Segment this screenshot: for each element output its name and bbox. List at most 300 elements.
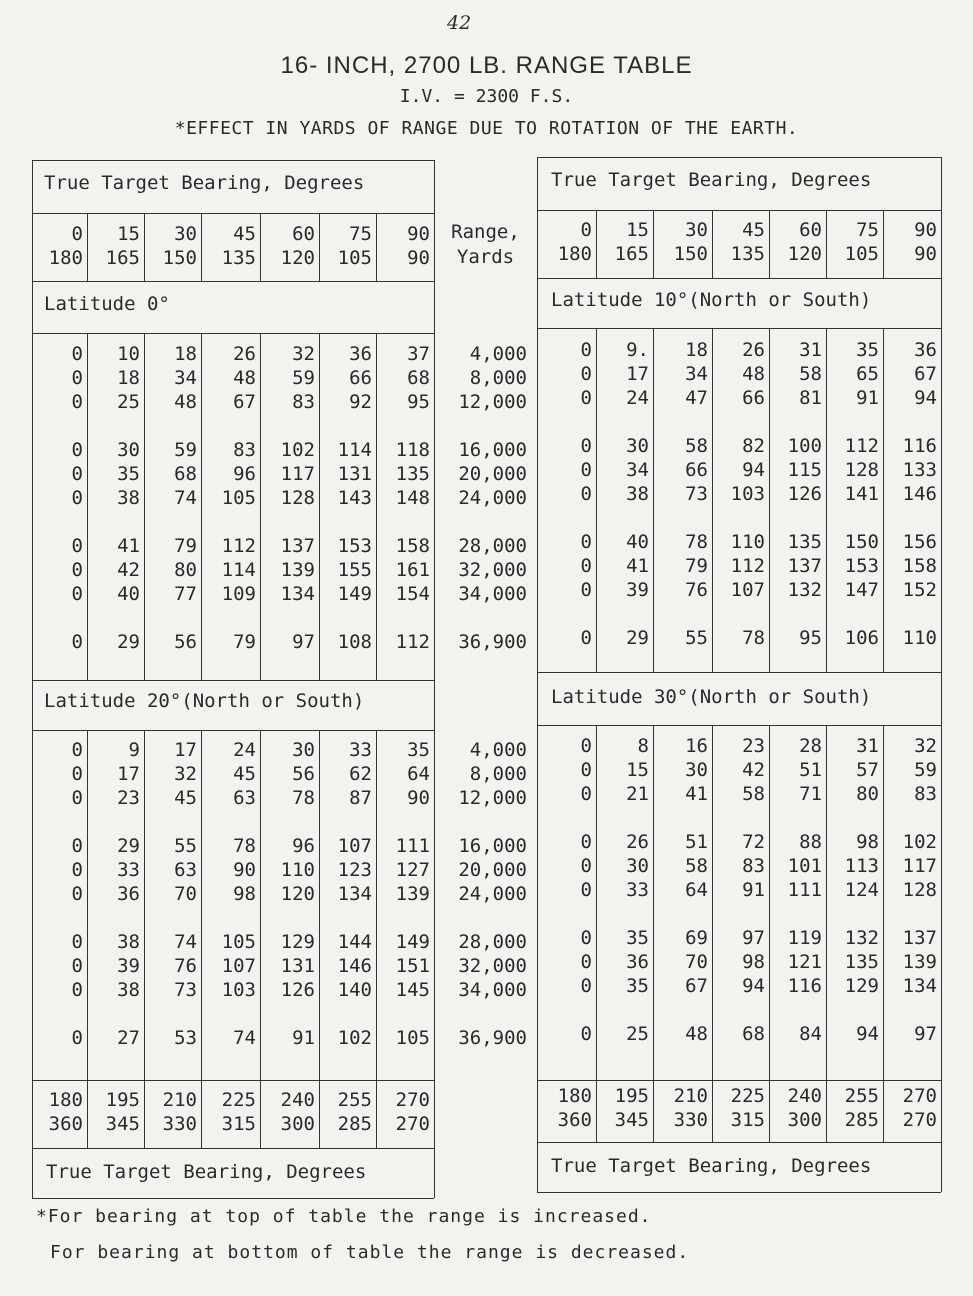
bearing-value-bottom-left: 240 [280,1089,315,1111]
lat20-cell: 0 [71,955,83,977]
lat20-cell: 35 [407,739,430,761]
lat0-cell: 77 [174,583,197,605]
bearing-value-top-left: 75 [349,223,372,245]
lat30-cell: 48 [685,1023,708,1045]
lat0-cell: 0 [71,463,83,485]
lat20-cell: 36 [117,883,140,905]
lat10-cell: 34 [626,459,649,481]
lat30-cell: 116 [787,975,822,997]
lat30-cell: 26 [626,831,649,853]
lat30-cell: 51 [685,831,708,853]
lat0-cell: 32 [292,343,315,365]
lat30-cell: 70 [685,951,708,973]
lat30-cell: 111 [787,879,822,901]
lat0-cell: 0 [71,559,83,581]
page-number: 42 [447,12,472,34]
lat0-cell: 79 [233,631,256,653]
lat30-cell: 0 [580,1023,592,1045]
lat10-cell: 95 [799,627,822,649]
lat0-cell: 37 [407,343,430,365]
lat20-cell: 140 [337,979,372,1001]
grid-line [32,680,434,681]
lat20-cell: 56 [292,763,315,785]
lat0-cell: 83 [233,439,256,461]
range-value-upper: 4,000 [469,343,527,365]
bearing-value-bottom-right: 345 [614,1109,649,1131]
lat30-cell: 98 [856,831,879,853]
lat0-cell: 97 [292,631,315,653]
lat10-cell: 76 [685,579,708,601]
lat10-cell: 112 [844,435,879,457]
lat20-cell: 0 [71,1027,83,1049]
lat0-cell: 0 [71,343,83,365]
bearing-value-bottom-right: 270 [902,1109,937,1131]
lat10-cell: 0 [580,363,592,385]
lat0-cell: 128 [280,487,315,509]
latitude-10-label: Latitude 10°(North or South) [551,289,872,311]
bearing-value-top-left: 60 [292,223,315,245]
lat0-cell: 56 [174,631,197,653]
bearing-value-top-right: 45 [742,219,765,241]
lat10-cell: 29 [626,627,649,649]
lat30-cell: 28 [799,735,822,757]
lat30-cell: 137 [902,927,937,949]
bearing-value-bottom-right: 330 [673,1109,708,1131]
lat20-cell: 33 [349,739,372,761]
lat20-cell: 38 [117,979,140,1001]
bearing-value-top-right: 75 [856,219,879,241]
lat10-cell: 31 [799,339,822,361]
lat10-cell: 152 [902,579,937,601]
lat20-cell: 30 [292,739,315,761]
lat20-cell: 0 [71,883,83,905]
lat30-cell: 94 [742,975,765,997]
lat20-cell: 29 [117,835,140,857]
lat10-cell: 135 [787,531,822,553]
lat10-cell: 24 [626,387,649,409]
bearing-value-bottom-left: 270 [395,1113,430,1135]
bearing-value-bottom-right: 300 [787,1109,822,1131]
lat0-cell: 155 [337,559,372,581]
lat10-cell: 110 [730,531,765,553]
lat10-cell: 66 [742,387,765,409]
range-value-upper: 24,000 [458,487,527,509]
lat10-cell: 94 [742,459,765,481]
bearing-value-bottom-left: 330 [162,1113,197,1135]
lat0-cell: 26 [233,343,256,365]
latitude-0-label: Latitude 0° [44,293,170,315]
lat30-cell: 0 [580,879,592,901]
lat0-cell: 68 [407,367,430,389]
lat10-cell: 147 [844,579,879,601]
effect-caption: *EFFECT IN YARDS OF RANGE DUE TO ROTATION OF THE EARTH. [174,118,799,139]
lat0-cell: 41 [117,535,140,557]
lat0-cell: 143 [337,487,372,509]
grid-line [32,213,434,214]
lat0-cell: 135 [395,463,430,485]
lat20-cell: 90 [233,859,256,881]
bearing-value-bottom-left: 345 [105,1113,140,1135]
bearing-value-top-right: 15 [626,219,649,241]
lat0-cell: 74 [174,487,197,509]
bearing-value-bottom-left: 210 [162,1089,197,1111]
bearing-value-bottom-left: 225 [221,1089,256,1111]
bearing-header-bottom-right: True Target Bearing, Degrees [551,1155,872,1177]
footnote-increase: *For bearing at top of table the range is increased. [36,1206,652,1227]
lat30-cell: 88 [799,831,822,853]
bearing-value-bottom-right: 255 [844,1085,879,1107]
lat0-cell: 102 [280,439,315,461]
lat0-cell: 137 [280,535,315,557]
lat30-cell: 113 [844,855,879,877]
bearing-value-bottom-left: 255 [337,1089,372,1111]
lat0-cell: 161 [395,559,430,581]
range-value-lower: 8,000 [469,763,527,785]
lat20-cell: 0 [71,979,83,1001]
bearing-value-bottom-right: 315 [730,1109,765,1131]
grid-line [32,160,434,161]
bearing-value-top-right: 90 [914,243,937,265]
bearing-header-top-right: True Target Bearing, Degrees [551,169,872,191]
bearing-value-top-right: 105 [844,243,879,265]
lat30-cell: 124 [844,879,879,901]
lat0-cell: 0 [71,439,83,461]
bearing-value-top-left: 150 [162,247,197,269]
bearing-header-top-left: True Target Bearing, Degrees [44,172,365,194]
lat10-cell: 110 [902,627,937,649]
bearing-value-bottom-left: 285 [337,1113,372,1135]
lat0-cell: 149 [337,583,372,605]
lat30-cell: 36 [626,951,649,973]
bearing-value-top-right: 150 [673,243,708,265]
lat20-cell: 149 [395,931,430,953]
bearing-value-top-left: 135 [221,247,256,269]
bearing-value-bottom-left: 270 [395,1089,430,1111]
lat10-cell: 150 [844,531,879,553]
lat30-cell: 25 [626,1023,649,1045]
bearing-value-bottom-left: 315 [221,1113,256,1135]
lat0-cell: 66 [349,367,372,389]
range-value-lower: 20,000 [458,859,527,881]
lat30-cell: 31 [856,735,879,757]
lat0-cell: 35 [117,463,140,485]
lat20-cell: 139 [395,883,430,905]
lat0-cell: 10 [117,343,140,365]
range-yards-header: Range, Yards [451,221,520,268]
bearing-value-top-right: 165 [614,243,649,265]
grid-line [941,157,942,1192]
bearing-value-bottom-right: 210 [673,1085,708,1107]
range-value-lower: 28,000 [458,931,527,953]
lat30-cell: 33 [626,879,649,901]
bearing-value-top-right: 0 [580,219,592,241]
lat10-cell: 137 [787,555,822,577]
footnote-decrease: For bearing at bottom of table the range is decreased. [50,1242,690,1263]
lat20-cell: 39 [117,955,140,977]
lat30-cell: 119 [787,927,822,949]
lat10-cell: 38 [626,483,649,505]
lat0-cell: 153 [337,535,372,557]
lat10-cell: 30 [626,435,649,457]
lat30-cell: 80 [856,783,879,805]
lat20-cell: 32 [174,763,197,785]
lat10-cell: 0 [580,387,592,409]
lat10-cell: 103 [730,483,765,505]
grid-line [32,333,434,334]
lat30-cell: 21 [626,783,649,805]
grid-line [32,1148,434,1149]
lat10-cell: 78 [742,627,765,649]
lat20-cell: 145 [395,979,430,1001]
range-value-upper: 34,000 [458,583,527,605]
lat30-cell: 71 [799,783,822,805]
table-subtitle: I.V. = 2300 F.S. [399,86,574,107]
lat10-cell: 0 [580,579,592,601]
range-value-upper: 32,000 [458,559,527,581]
lat0-cell: 92 [349,391,372,413]
bearing-value-bottom-right: 285 [844,1109,879,1131]
lat0-cell: 40 [117,583,140,605]
lat0-cell: 105 [221,487,256,509]
lat10-cell: 106 [844,627,879,649]
lat30-cell: 57 [856,759,879,781]
lat10-cell: 79 [685,555,708,577]
range-value-upper: 20,000 [458,463,527,485]
lat0-cell: 30 [117,439,140,461]
lat20-cell: 78 [292,787,315,809]
lat30-cell: 128 [902,879,937,901]
latitude-30-label: Latitude 30°(North or South) [551,686,872,708]
lat10-cell: 67 [914,363,937,385]
lat20-cell: 107 [337,835,372,857]
lat20-cell: 9 [128,739,140,761]
lat20-cell: 45 [233,763,256,785]
lat0-cell: 112 [395,631,430,653]
lat20-cell: 0 [71,739,83,761]
lat20-cell: 110 [280,859,315,881]
lat30-cell: 83 [742,855,765,877]
lat30-cell: 15 [626,759,649,781]
bearing-value-top-right: 135 [730,243,765,265]
bearing-value-top-right: 90 [914,219,937,241]
lat0-cell: 0 [71,631,83,653]
lat10-cell: 58 [685,435,708,457]
lat0-cell: 117 [280,463,315,485]
lat10-cell: 66 [685,459,708,481]
lat10-cell: 0 [580,627,592,649]
range-value-upper: 36,900 [458,631,527,653]
lat0-cell: 0 [71,367,83,389]
lat20-cell: 74 [174,931,197,953]
bearing-value-top-left: 165 [105,247,140,269]
lat30-cell: 23 [742,735,765,757]
lat20-cell: 131 [280,955,315,977]
lat0-cell: 139 [280,559,315,581]
lat20-cell: 62 [349,763,372,785]
lat0-cell: 25 [117,391,140,413]
lat30-cell: 101 [787,855,822,877]
bearing-value-top-left: 90 [407,247,430,269]
lat30-cell: 8 [637,735,649,757]
lat30-cell: 129 [844,975,879,997]
lat20-cell: 64 [407,763,430,785]
lat0-cell: 109 [221,583,256,605]
lat20-cell: 63 [174,859,197,881]
lat10-cell: 47 [685,387,708,409]
lat10-cell: 132 [787,579,822,601]
lat10-cell: 153 [844,555,879,577]
grid-line [537,1142,941,1143]
bearing-header-bottom-left: True Target Bearing, Degrees [46,1161,367,1183]
lat30-cell: 0 [580,855,592,877]
range-value-upper: 16,000 [458,439,527,461]
lat10-cell: 17 [626,363,649,385]
lat30-cell: 0 [580,783,592,805]
lat20-cell: 146 [337,955,372,977]
range-value-lower: 4,000 [469,739,527,761]
lat30-cell: 98 [742,951,765,973]
lat10-cell: 36 [914,339,937,361]
lat20-cell: 151 [395,955,430,977]
lat10-cell: 65 [856,363,879,385]
range-value-lower: 24,000 [458,883,527,905]
lat10-cell: 82 [742,435,765,457]
lat30-cell: 0 [580,951,592,973]
lat20-cell: 74 [233,1027,256,1049]
lat0-cell: 34 [174,367,197,389]
lat20-cell: 78 [233,835,256,857]
lat0-cell: 0 [71,391,83,413]
bearing-value-top-left: 180 [48,247,83,269]
lat30-cell: 132 [844,927,879,949]
lat30-cell: 84 [799,1023,822,1045]
lat10-cell: 112 [730,555,765,577]
range-value-lower: 32,000 [458,955,527,977]
lat10-cell: 9. [626,339,649,361]
grid-line [32,1080,434,1081]
lat20-cell: 96 [292,835,315,857]
lat20-cell: 123 [337,859,372,881]
range-value-lower: 36,900 [458,1027,527,1049]
bearing-value-bottom-right: 195 [614,1085,649,1107]
lat30-cell: 135 [844,951,879,973]
lat20-cell: 103 [221,979,256,1001]
bearing-value-top-left: 120 [280,247,315,269]
lat10-cell: 55 [685,627,708,649]
lat10-cell: 100 [787,435,822,457]
lat20-cell: 73 [174,979,197,1001]
lat20-cell: 90 [407,787,430,809]
lat20-cell: 127 [395,859,430,881]
lat30-cell: 30 [626,855,649,877]
lat10-cell: 26 [742,339,765,361]
lat0-cell: 154 [395,583,430,605]
lat10-cell: 126 [787,483,822,505]
lat20-cell: 63 [233,787,256,809]
bearing-value-top-right: 30 [685,219,708,241]
lat30-cell: 0 [580,975,592,997]
lat10-cell: 146 [902,483,937,505]
lat10-cell: 78 [685,531,708,553]
lat10-cell: 34 [685,363,708,385]
lat0-cell: 42 [117,559,140,581]
grid-line [32,730,434,731]
lat10-cell: 41 [626,555,649,577]
lat0-cell: 108 [337,631,372,653]
lat30-cell: 35 [626,927,649,949]
lat30-cell: 59 [914,759,937,781]
lat10-cell: 39 [626,579,649,601]
lat10-cell: 133 [902,459,937,481]
lat10-cell: 0 [580,435,592,457]
range-value-lower: 12,000 [458,787,527,809]
lat0-cell: 158 [395,535,430,557]
lat20-cell: 120 [280,883,315,905]
grid-line [537,328,941,329]
lat0-cell: 59 [174,439,197,461]
lat10-cell: 81 [799,387,822,409]
lat10-cell: 0 [580,483,592,505]
lat30-cell: 139 [902,951,937,973]
lat30-cell: 94 [856,1023,879,1045]
lat10-cell: 0 [580,339,592,361]
lat0-cell: 68 [174,463,197,485]
grid-line [537,1192,941,1193]
lat30-cell: 91 [742,879,765,901]
lat20-cell: 0 [71,931,83,953]
lat10-cell: 91 [856,387,879,409]
lat0-cell: 18 [117,367,140,389]
lat0-cell: 0 [71,535,83,557]
lat30-cell: 68 [742,1023,765,1045]
lat30-cell: 0 [580,831,592,853]
lat0-cell: 29 [117,631,140,653]
lat30-cell: 67 [685,975,708,997]
lat10-cell: 107 [730,579,765,601]
lat20-cell: 27 [117,1027,140,1049]
lat0-cell: 95 [407,391,430,413]
table-title: 16- INCH, 2700 LB. RANGE TABLE [280,52,693,79]
lat0-cell: 134 [280,583,315,605]
lat20-cell: 0 [71,859,83,881]
lat10-cell: 48 [742,363,765,385]
lat0-cell: 96 [233,463,256,485]
grid-line [537,278,941,279]
lat20-cell: 33 [117,859,140,881]
lat30-cell: 0 [580,927,592,949]
lat30-cell: 42 [742,759,765,781]
bearing-value-bottom-right: 225 [730,1085,765,1107]
range-value-lower: 34,000 [458,979,527,1001]
lat0-cell: 118 [395,439,430,461]
bearing-value-top-left: 105 [337,247,372,269]
grid-line [537,672,941,673]
bearing-value-bottom-right: 240 [787,1085,822,1107]
grid-line [537,157,941,158]
bearing-value-top-right: 60 [799,219,822,241]
lat20-cell: 134 [337,883,372,905]
lat0-cell: 67 [233,391,256,413]
lat0-cell: 38 [117,487,140,509]
lat20-cell: 105 [395,1027,430,1049]
grid-line [537,725,941,726]
grid-line [537,1080,941,1081]
lat20-cell: 24 [233,739,256,761]
bearing-value-top-left: 90 [407,223,430,245]
lat0-cell: 36 [349,343,372,365]
lat20-cell: 0 [71,763,83,785]
lat0-cell: 0 [71,487,83,509]
